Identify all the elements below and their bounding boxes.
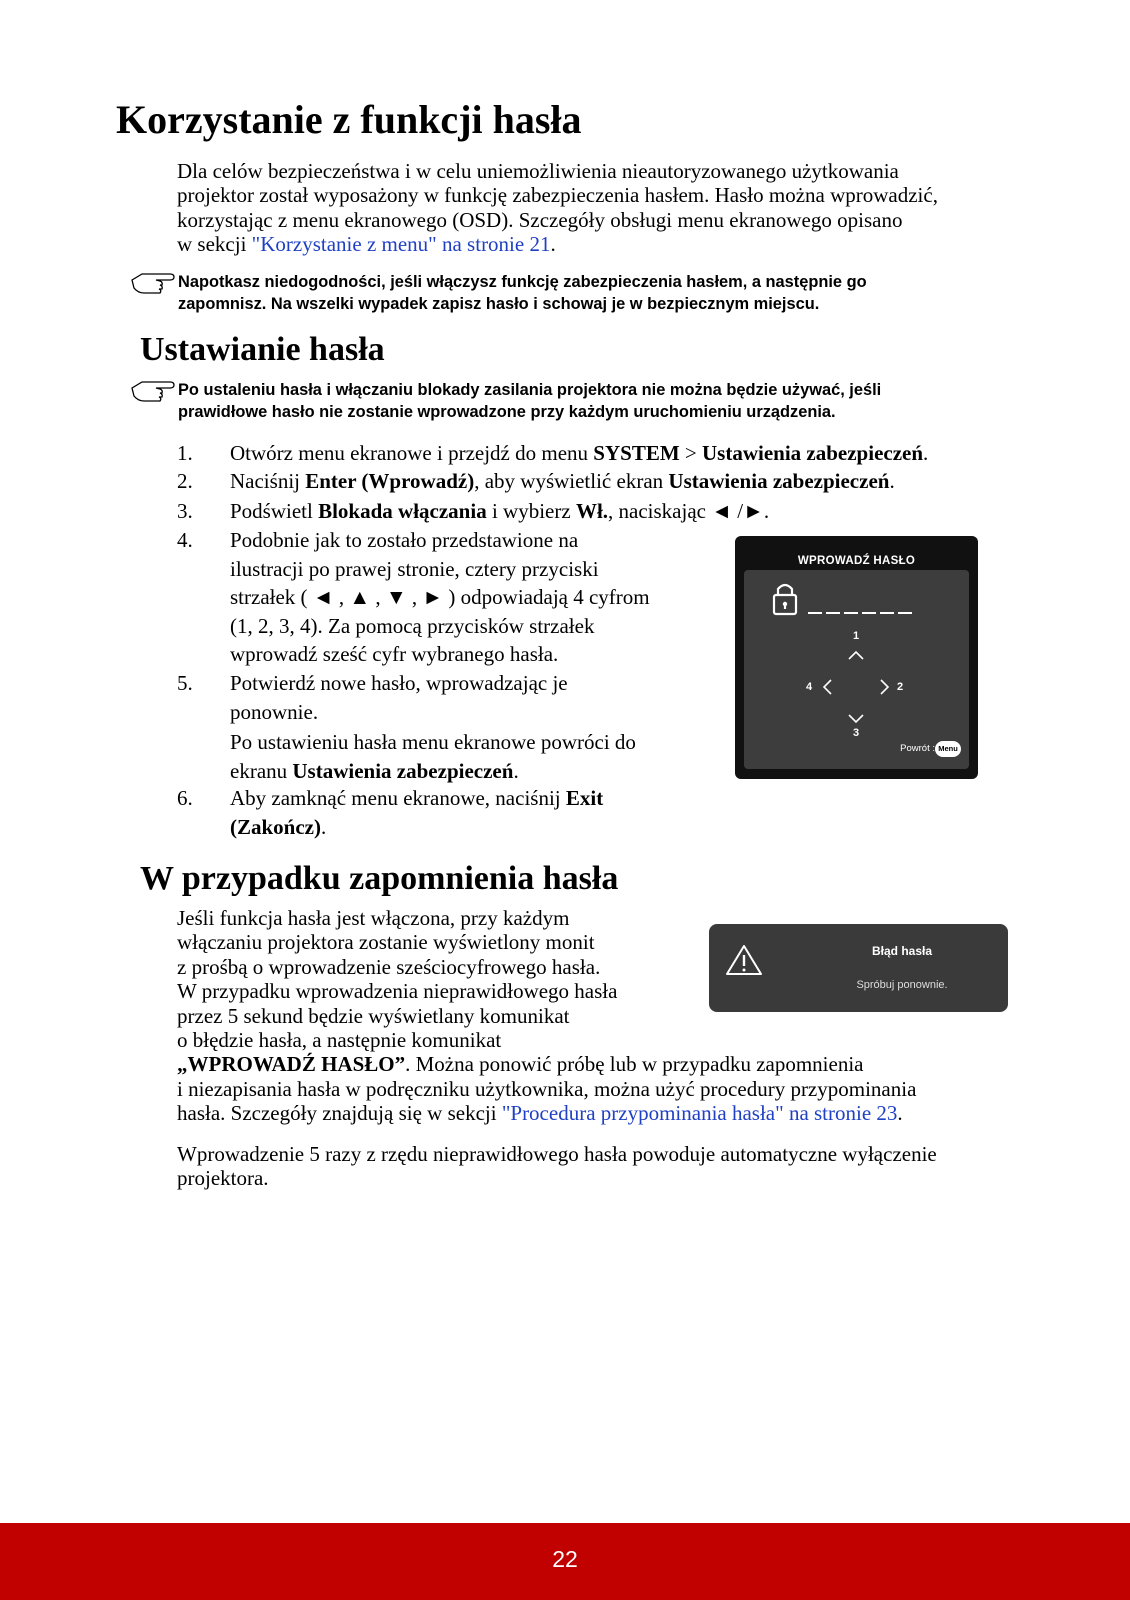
forgot-password-paragraph: Jeśli funkcja hasła jest włączona, przy każdym włączaniu projektora zostanie wyświetlony monit z prośbą o wprowadzenie sześciocyfrowego hasła. W przypadku wprowadzenia nieprawidłowego hasła przez 5 sekund będzie wyświetlany komunikat o błędzie hasła, a następnie komunikat „WPROWADŹ HASŁO”. Można ponowić próbę lub w przypadku zapomnienia i niezapisania hasła w podręczniku użytkownika, można użyć procedury przypominania hasła. Szczegóły znajdują się w sekcji "Procedura przypominania hasła" na stronie 23. Wprowadzenie 5 razy z rzędu nieprawidłowego hasła powoduje automatyczne wyłączenie projektora. xyxy=(177,906,937,1191)
section-heading-ustawianie: Ustawianie hasła xyxy=(140,331,385,368)
pointing-hand-icon xyxy=(130,379,176,405)
link-korzystanie-z-menu[interactable]: "Korzystanie z menu" na stronie 21 xyxy=(251,232,551,257)
note-forgot-warning: Napotkasz niedogodności, jeśli włączysz funkcję zabezpieczenia hasłem, a następnie go zapomnisz. Na wszelki wypadek zapisz hasło i schowaj je w bezpiecznym miejscu. xyxy=(130,271,1020,317)
pointing-hand-icon xyxy=(130,271,176,297)
osd-graphics xyxy=(744,570,969,769)
link-procedura-przypominania[interactable]: "Procedura przypominania hasła" na stronie 23 xyxy=(501,1101,898,1126)
digit-right-label: 2 xyxy=(897,681,904,693)
lock-icon xyxy=(774,585,796,614)
page-title: Korzystanie z funkcji hasła xyxy=(116,97,582,142)
digit-up-label: 1 xyxy=(853,630,860,642)
menu-button-icon: Menu xyxy=(935,741,961,757)
osd-back-label: Powrót : xyxy=(900,743,935,754)
intro-paragraph: Dla celów bezpieczeństwa i w celu uniemożliwienia nieautoryzowanego użytkowania projektor został wyposażony w funkcję zabezpieczenia hasłem. Hasło można wprowadzić, korzystając z menu ekranowego (OSD). Szczegóły obsługi menu ekranowego opisano w sekcji "Korzystanie z menu" na stronie 21. xyxy=(177,159,938,257)
chevron-up-icon xyxy=(849,652,863,659)
chevron-right-icon xyxy=(881,680,888,694)
chevron-left-icon xyxy=(824,680,831,694)
osd-title: WPROWADŹ HASŁO xyxy=(797,555,916,567)
osd-panel xyxy=(744,570,969,769)
password-error-box xyxy=(709,924,1008,1012)
digit-down-label: 3 xyxy=(853,727,860,739)
page-number: 22 xyxy=(552,1546,578,1572)
page-footer xyxy=(0,1523,1130,1600)
osd-password-screen xyxy=(735,536,978,779)
section-heading-zapomnienie: W przypadku zapomnienia hasła xyxy=(140,860,619,897)
error-subtitle: Spróbuj ponownie. xyxy=(856,979,948,991)
error-title: Błąd hasła xyxy=(871,944,933,958)
note-power-lock: Po ustaleniu hasła i włączaniu blokady zasilania projektora nie można będzie używać, jeśli prawidłowe hasło nie zostanie wprowadzone przy każdym uruchomieniu urządzenia. xyxy=(130,379,1020,425)
arrow-chevrons xyxy=(824,652,888,722)
chevron-down-icon xyxy=(849,715,863,722)
warning-triangle-icon xyxy=(724,942,764,978)
digit-left-label: 4 xyxy=(806,681,813,693)
